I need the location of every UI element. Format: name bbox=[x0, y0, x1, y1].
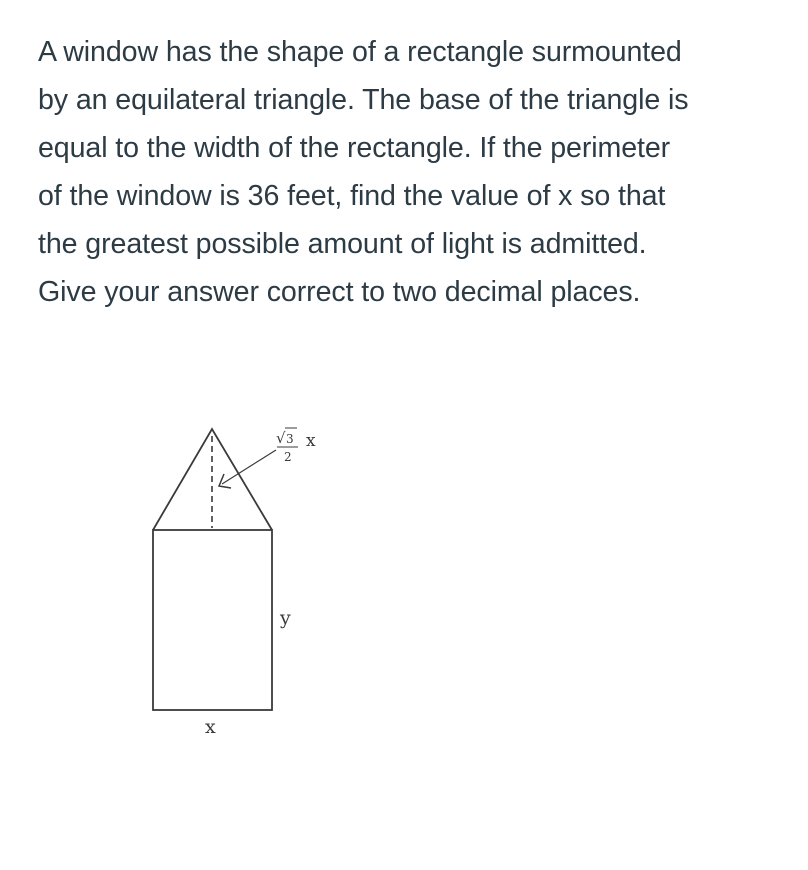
question-line-1: A window has the shape of a rectangle surmounted bbox=[38, 36, 682, 68]
window-rectangle bbox=[153, 530, 272, 710]
height-variable-x: x bbox=[306, 431, 316, 451]
sqrt-radicand: 3 bbox=[286, 432, 294, 446]
question-line-4: of the window is 36 feet, find the value of x so that bbox=[38, 180, 666, 212]
fraction-denominator: 2 bbox=[284, 450, 292, 464]
pointer-arrow-icon bbox=[219, 474, 231, 488]
question-line-3: equal to the width of the rectangle. If the perimeter bbox=[38, 132, 671, 164]
base-label-x: x bbox=[205, 716, 216, 738]
sqrt-symbol: √ bbox=[276, 429, 286, 447]
question-line-5: the greatest possible amount of light is admitted. bbox=[38, 228, 647, 260]
height-label-pointer bbox=[222, 450, 276, 484]
side-label-y: y bbox=[280, 607, 291, 629]
height-label bbox=[276, 428, 316, 464]
question-line-2: by an equilateral triangle. The base of the triangle is bbox=[38, 84, 689, 116]
question-line-6: Give your answer correct to two decimal places. bbox=[38, 276, 641, 308]
